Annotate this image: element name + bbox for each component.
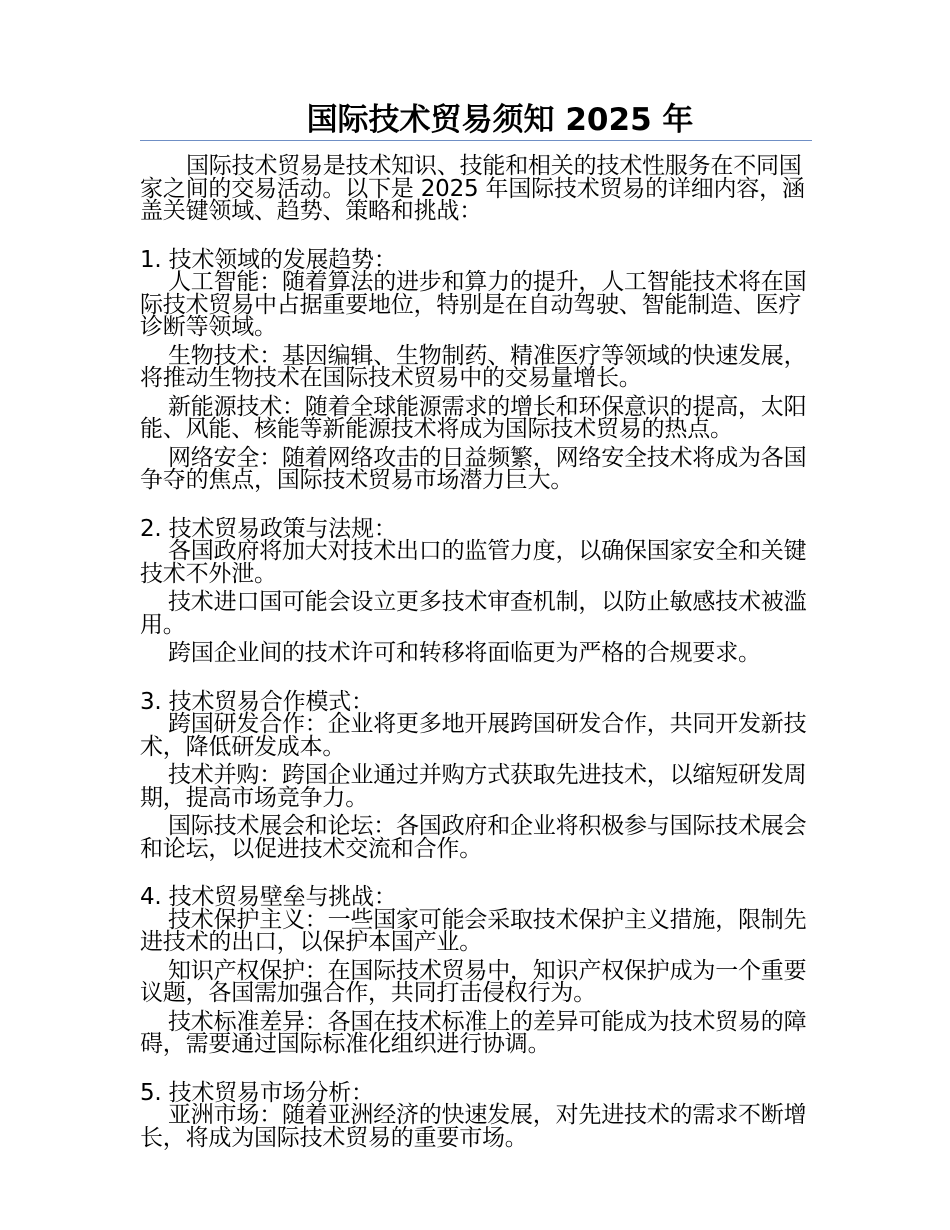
list-item: 技术并购：跨国企业通过并购方式获取先进技术，以缩短研发周期，提高市场竞争力。	[140, 762, 807, 811]
list-item: 网络安全：随着网络攻击的日益频繁，网络安全技术将成为各国争夺的焦点，国际技术贸易市场潜力巨大。	[140, 444, 807, 493]
section-heading: 1. 技术领域的发展趋势：	[140, 246, 397, 273]
list-item: 跨国企业间的技术许可和转移将面临更为严格的合规要求。	[168, 640, 761, 666]
section-5	[140, 1079, 812, 1151]
section-heading: 2. 技术贸易政策与法规：	[140, 515, 397, 542]
list-item: 新能源技术：随着全球能源需求的增长和环保意识的提高，太阳能、风能、核能等新能源技术将成为国际技术贸易的热点。	[140, 393, 807, 442]
section-3	[140, 688, 812, 862]
section-heading: 3. 技术贸易合作模式：	[140, 688, 374, 715]
section-heading: 4. 技术贸易壁垒与挑战：	[140, 884, 397, 910]
document-title: 国际技术贸易须知 2025 年	[306, 102, 694, 138]
list-item: 跨国研发合作：企业将更多地开展跨国研发合作，共同开发新技术，降低研发成本。	[140, 711, 807, 760]
list-item: 各国政府将加大对技术出口的监管力度，以确保国家安全和关键技术不外泄。	[140, 538, 807, 587]
list-item: 技术进口国可能会设立更多技术审查机制，以防止敏感技术被滥用。	[140, 589, 807, 638]
list-item: 亚洲市场：随着亚洲经济的快速发展，对先进技术的需求不断增长，将成为国际技术贸易的重要市场。	[140, 1102, 807, 1151]
section-1	[140, 246, 812, 493]
list-item: 国际技术展会和论坛：各国政府和企业将积极参与国际技术展会和论坛，以促进技术交流和合作。	[140, 813, 807, 862]
list-item: 人工智能：随着算法的进步和算力的提升，人工智能技术将在国际技术贸易中占据重要地位，特别是在自动驾驶、智能制造、医疗诊断等领域。	[140, 269, 807, 340]
section-heading: 5. 技术贸易市场分析：	[140, 1079, 374, 1106]
section-2	[140, 515, 812, 666]
section-4	[140, 886, 812, 1056]
intro-paragraph: 国际技术贸易是技术知识、技能和相关的技术性服务在不同国家之间的交易活动。以下是 2025 年国际技术贸易的详细内容，涵盖关键领域、趋势、策略和挑战：	[140, 153, 805, 224]
list-item: 知识产权保护：在国际技术贸易中，知识产权保护成为一个重要议题，各国需加强合作，共同打击侵权行为。	[140, 957, 807, 1006]
list-item: 技术保护主义：一些国家可能会采取技术保护主义措施，限制先进技术的出口，以保护本国产业。	[140, 906, 807, 955]
document-page	[140, 100, 812, 1149]
list-item: 技术标准差异：各国在技术标准上的差异可能成为技术贸易的障碍，需要通过国际标准化组织进行协调。	[140, 1008, 807, 1057]
title-underline	[140, 140, 812, 141]
list-item: 生物技术：基因编辑、生物制药、精准医疗等领域的快速发展，将推动生物技术在国际技术贸易中的交易量增长。	[140, 342, 807, 391]
